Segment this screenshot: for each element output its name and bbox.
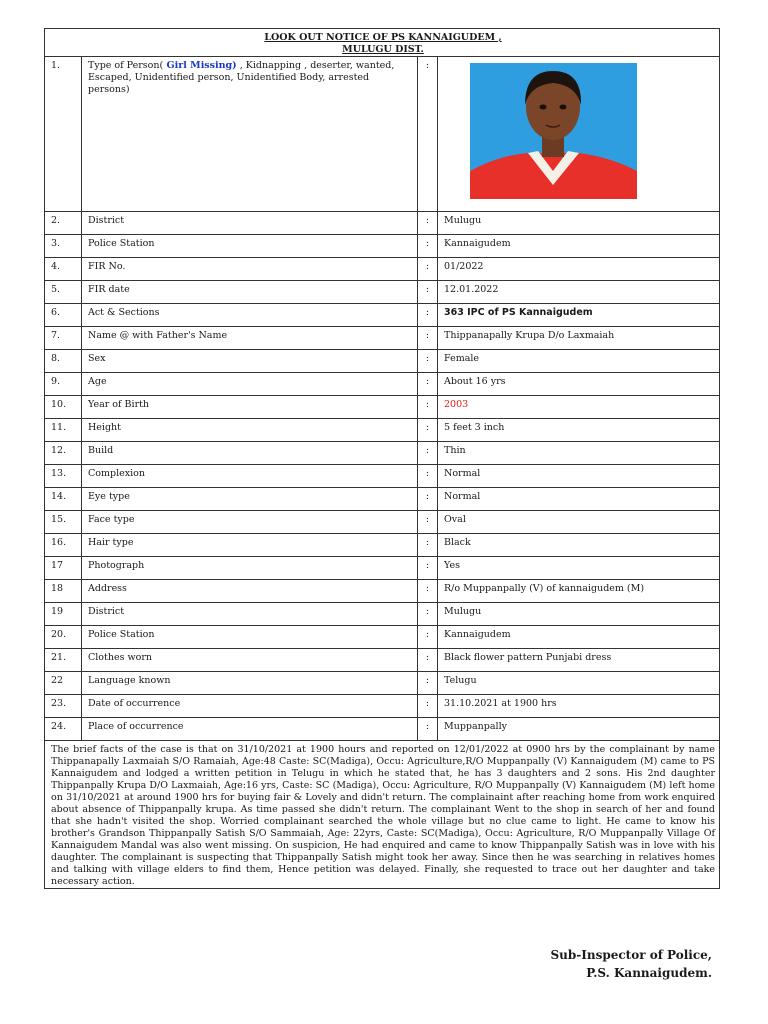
row-value: Kannaigudem (438, 626, 720, 649)
row-number: 18 (45, 580, 82, 603)
row-colon: : (418, 488, 438, 511)
row-label: Complexion (82, 465, 418, 488)
row-number: 9. (45, 373, 82, 396)
row-label: Act & Sections (82, 304, 418, 327)
row-value: Normal (438, 488, 720, 511)
row-value: Oval (438, 511, 720, 534)
signature-title: Sub-Inspector of Police, (550, 948, 712, 962)
table-row (45, 442, 720, 465)
row-colon: : (418, 695, 438, 718)
table-row (45, 557, 720, 580)
row-number: 24. (45, 718, 82, 741)
row-number: 5. (45, 281, 82, 304)
row-colon: : (418, 626, 438, 649)
row-label (82, 57, 418, 212)
table-row (45, 672, 720, 695)
row-label: Police Station (82, 235, 418, 258)
title-row (45, 29, 720, 57)
row-label: Language known (82, 672, 418, 695)
case-facts: The brief facts of the case is that on 31/10/2021 at 1900 hours and reported on 12/01/2022 at 0900 hrs by the complainant by name Thippanapally Laxmaiah S/O Ramaiah, Age:48 Caste: SC(Madiga), Occu: Agriculture,R/O Muppanpally (V) Kannaigudem (M) came to PS Kannaigudem and lodged a written petition in Telugu in which he stated that, he has 3 daughters and 2 sons. His 2nd daughter Thippanpally Krupa D/O Laxmaiah, Age:16 yrs, Caste: SC (Madiga), Occu: Agriculture, R/O Muppanpally (V) Kannaigudem (M) left home on 31/10/2021 at around 1900 hrs for buying fair & Lovely and didn't return. The complainaint after reaching home from work enquired about absence of Thippanpally krupa. As time passed she didn't return. The complainant Went to the shop in search of her and found that she hadn't visited the shop. Worried complainant searched the whole village but no clue came to light. He came to know his brother's Grandson Thippanpally Satish S/O Sammaiah, Age: 22yrs, Caste: SC(Madiga), Occu: Agriculture, R/O Muppanpally Village Of Kannaigudem Mandal was also went missing. On suspicion, He had enquired and came to know Thippanpally Satish was in love with his daughter. The complainant is suspecting that Thippanpally Satish might took her away. Since then he was searching in relatives homes and talking with village elders to find them, Hence petition was delayed. Finally, she requested to trace out her daughter and take necessary action. (45, 741, 720, 889)
row-colon: : (418, 672, 438, 695)
row-value: 01/2022 (438, 258, 720, 281)
row-colon: : (418, 442, 438, 465)
row-colon: : (418, 57, 438, 212)
row-number: 20. (45, 626, 82, 649)
row-colon: : (418, 511, 438, 534)
row-label: Photograph (82, 557, 418, 580)
row-value: 12.01.2022 (438, 281, 720, 304)
row-number: 4. (45, 258, 82, 281)
row-number: 7. (45, 327, 82, 350)
row-value: 5 feet 3 inch (438, 419, 720, 442)
row-label: Clothes worn (82, 649, 418, 672)
facts-row (45, 741, 720, 889)
row-number: 11. (45, 419, 82, 442)
row-number: 23. (45, 695, 82, 718)
table-row (45, 488, 720, 511)
row-number: 6. (45, 304, 82, 327)
row-label: Height (82, 419, 418, 442)
row-label: District (82, 603, 418, 626)
label-suffix: , Kidnapping , deserter, wanted, Escaped, Unidentified person, Unidentified Body, arrested persons) (88, 60, 395, 95)
title-line-2: MULUGU DIST. (342, 44, 424, 55)
row-colon: : (418, 304, 438, 327)
row-colon: : (418, 281, 438, 304)
row-colon: : (418, 557, 438, 580)
row-label: Address (82, 580, 418, 603)
girl-missing-highlight: Girl Missing) (163, 60, 237, 71)
row-label: Place of occurrence (82, 718, 418, 741)
table-row (45, 304, 720, 327)
row-number: 12. (45, 442, 82, 465)
table-row (45, 57, 720, 212)
photo-cell (438, 57, 720, 212)
row-number: 1. (45, 57, 82, 212)
table-row (45, 603, 720, 626)
row-number: 14. (45, 488, 82, 511)
notice-title (45, 29, 720, 57)
label-prefix: Type of Person( (88, 60, 164, 71)
table-row (45, 580, 720, 603)
row-label: District (82, 212, 418, 235)
signature-station: P.S. Kannaigudem. (586, 966, 712, 980)
row-label: Year of Birth (82, 396, 418, 419)
row-value: Female (438, 350, 720, 373)
row-colon: : (418, 350, 438, 373)
row-colon: : (418, 396, 438, 419)
row-colon: : (418, 534, 438, 557)
row-number: 17 (45, 557, 82, 580)
row-colon: : (418, 235, 438, 258)
table-row (45, 235, 720, 258)
row-value: Black (438, 534, 720, 557)
table-row (45, 258, 720, 281)
table-row (45, 327, 720, 350)
row-value: Telugu (438, 672, 720, 695)
row-value: Thin (438, 442, 720, 465)
row-label: Eye type (82, 488, 418, 511)
table-row (45, 419, 720, 442)
row-value: Kannaigudem (438, 235, 720, 258)
row-value: Thippanapally Krupa D/o Laxmaiah (438, 327, 720, 350)
row-value: Yes (438, 557, 720, 580)
table-row (45, 649, 720, 672)
table-row (45, 350, 720, 373)
table-row (45, 718, 720, 741)
row-value: 31.10.2021 at 1900 hrs (438, 695, 720, 718)
row-value: Muppanpally (438, 718, 720, 741)
row-value: About 16 yrs (438, 373, 720, 396)
title-line-1: LOOK OUT NOTICE OF PS KANNAIGUDEM , (264, 32, 502, 43)
notice-table (44, 28, 720, 889)
row-number: 10. (45, 396, 82, 419)
table-row (45, 396, 720, 419)
row-label: Face type (82, 511, 418, 534)
row-colon: : (418, 212, 438, 235)
row-value: Mulugu (438, 212, 720, 235)
table-row (45, 465, 720, 488)
row-number: 13. (45, 465, 82, 488)
row-colon: : (418, 580, 438, 603)
row-number: 2. (45, 212, 82, 235)
row-label: Age (82, 373, 418, 396)
table-row (45, 511, 720, 534)
row-value: 363 IPC of PS Kannaigudem (438, 304, 720, 327)
missing-person-photo (470, 63, 637, 199)
row-colon: : (418, 258, 438, 281)
row-colon: : (418, 718, 438, 741)
table-row (45, 373, 720, 396)
signature-block (550, 946, 712, 982)
row-number: 15. (45, 511, 82, 534)
row-number: 19 (45, 603, 82, 626)
table-row (45, 281, 720, 304)
table-row (45, 626, 720, 649)
row-number: 22 (45, 672, 82, 695)
table-row (45, 212, 720, 235)
row-colon: : (418, 603, 438, 626)
row-label: FIR No. (82, 258, 418, 281)
lookout-notice (44, 28, 719, 889)
row-value: Normal (438, 465, 720, 488)
row-label: Build (82, 442, 418, 465)
row-colon: : (418, 327, 438, 350)
row-colon: : (418, 465, 438, 488)
row-label: Sex (82, 350, 418, 373)
row-colon: : (418, 649, 438, 672)
row-value: 2003 (438, 396, 720, 419)
row-value: R/o Muppanpally (V) of kannaigudem (M) (438, 580, 720, 603)
row-value: Black flower pattern Punjabi dress (438, 649, 720, 672)
portrait-image (470, 63, 637, 199)
row-number: 21. (45, 649, 82, 672)
row-label: Hair type (82, 534, 418, 557)
row-colon: : (418, 419, 438, 442)
row-number: 8. (45, 350, 82, 373)
row-number: 16. (45, 534, 82, 557)
row-label: FIR date (82, 281, 418, 304)
row-label: Police Station (82, 626, 418, 649)
row-label: Date of occurrence (82, 695, 418, 718)
table-row (45, 695, 720, 718)
table-row (45, 534, 720, 557)
row-value: Mulugu (438, 603, 720, 626)
row-number: 3. (45, 235, 82, 258)
row-colon: : (418, 373, 438, 396)
row-label: Name @ with Father's Name (82, 327, 418, 350)
